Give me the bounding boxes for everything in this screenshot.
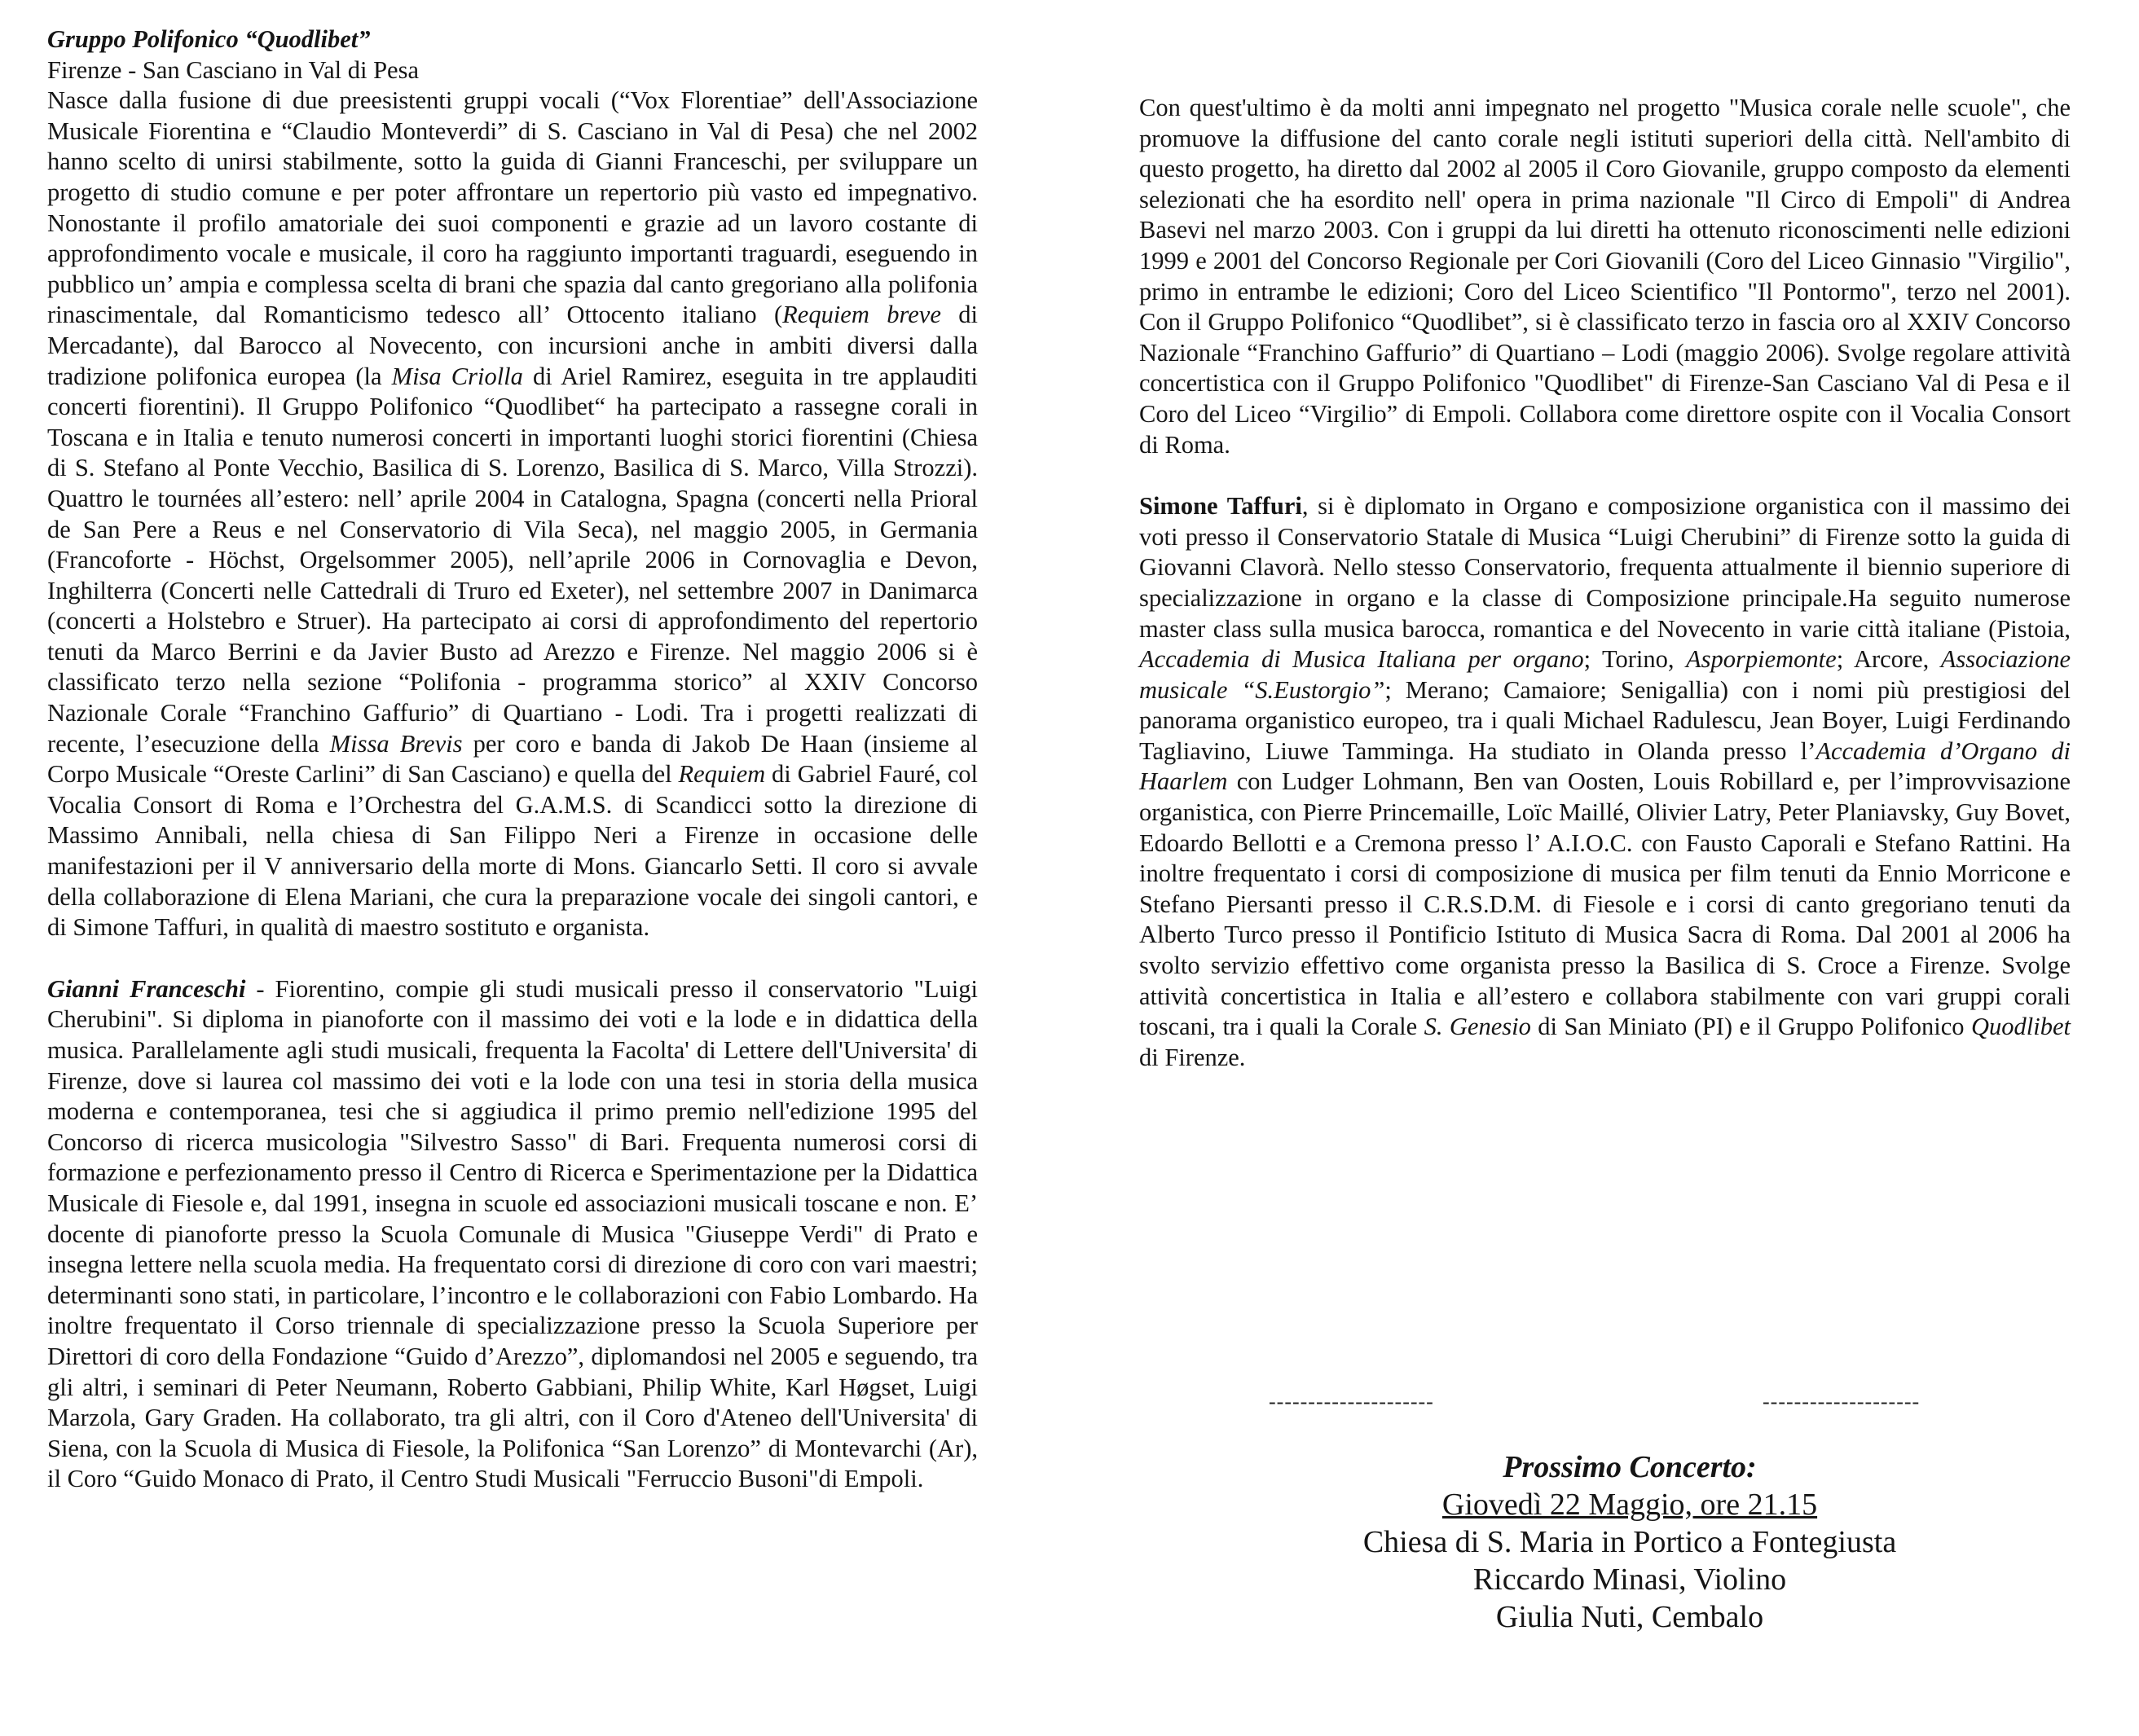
franceschi-biography [47, 974, 978, 1495]
franceschi-biography-continued [1139, 93, 2071, 460]
italic-text-run: Misa Criolla [391, 362, 523, 390]
italic-text-run: S. Genesio [1424, 1013, 1531, 1041]
next-concert-box [1206, 1448, 2053, 1636]
next-concert-performer-harpsichord: Giulia Nuti, Cembalo [1495, 1600, 1764, 1634]
ensemble-description [47, 86, 978, 943]
italic-text-run: Missa Brevis [329, 729, 463, 758]
italic-text-run: Accademia di Musica Italiana per organo [1139, 645, 1584, 674]
ensemble-title: Gruppo Polifonico “Quodlibet” [47, 25, 371, 53]
text-run: Nasce dalla fusione di due preesistenti gruppi vocali (“Vox Florentiae” dell'Associazione Musicale Fiorentina e “Claudio Monteverdi” di S. Casciano in Val di Pesa) che nel 2002 hanno scelto di unirsi stabilmente, sotto la guida di Gianni Franceschi, per sviluppare un progetto di studio comune e per poter affrontare un repertorio più vasto ed impegnativo. Nonostante il profilo amatoriale dei suoi componenti e grazie ad un lavoro costante di approfondimento vocale e musicale, il coro ha raggiunto importanti traguardi, eseguendo in pubblico un’ ampia e complessa scelta di brani che spazia dal canto gregoriano alla polifonia rinascimentale, dal Romanticismo tedesco all’ Ottocento italiano ( [47, 86, 978, 329]
text-run: di Ariel Ramirez, eseguita in tre applauditi concerti fiorentini). Il Gruppo Polifonico “Quodlibet“ ha partecipato a rassegne corali in Toscana e in Italia e tenuto numerosi concerti in importanti luoghi storici fiorentini (Chiesa di S. Stefano al Ponte Vecchio, Basilica di S. Lorenzo, Basilica di S. Marco, Villa Strozzi). Quattro le tournées all’estero: nell’ aprile 2004 in Catalogna, Spagna (concerti nella Prioral de San Pere a Reus e nel Conservatorio di Vila Seca), nel maggio 2005, in Germania (Francoforte - Höchst, Orgelsommer 2005), nell’aprile 2006 in Cornovaglia e Devon, Inghilterra (Concerti nelle Cattedrali di Truro ed Exeter), nel settembre 2007 in Danimarca (concerti a Holstebro e Struer). Ha partecipato ai corsi di approfondimento del repertorio tenuti da Marco Berrini e da Javier Busto ad Arezzo e Firenze. Nel maggio 2006 si è classificato terzo nella sezione “Polifonia - programma storico” al XXIV Concorso Nazionale Corale “Franchino Gaffurio” di Quartiano - Lodi. Tra i progetti realizzati di recente, l’esecuzione della [47, 362, 979, 758]
italic-text-run: Asporpiemonte [1686, 645, 1837, 674]
italic-text-run: Requiem [678, 760, 766, 789]
text-run: con Ludger Lohmann, Ben van Oosten, Louis Robillard e, per l’improvvisazione organistica, con Pierre Princemaille, Loïc Maillé, Olivier Latry, Peter Planiavsky, Guy Bovet, Edoardo Bellotti e a Cremona presso l’ A.I.O.C. con Fausto Caporali e Stefano Rattini. Ha inoltre frequentato i corsi di composizione di musica per film tenuti da Ennio Morricone e Stefano Piersanti presso il C.R.S.D.M. di Fiesole e i corsi di canto gregoriano tenuti da Alberto Turco presso il Pontificio Istituto di Musica Sacra di Roma. Dal 2001 al 2006 ha svolto servizio effettivo come organista presso la Basilica di S. Croce a Firenze. Svolge attività concertistica in Italia e all’estero e collabora stabilmente con vari gruppi corali toscani, tra i quali la Corale [1139, 767, 2071, 1041]
text-run: Con quest'ultimo è da molti anni impegnato nel progetto "Musica corale nelle scuole", che promuove la diffusione del canto corale negli istituti superiori della città. Nell'ambito di questo progetto, ha diretto dal 2002 al 2005 il Coro Giovanile, gruppo composto da elementi selezionati che ha esordito nell' opera in prima nazionale "Il Circo di Empoli" di Andrea Basevi nel marzo 2003. Con i gruppi da lui diretti ha ottenuto riconoscimenti nelle edizioni 1999 e 2001 del Concorso Regionale per Cori Giovanili (Coro del Liceo Ginnasio "Virgilio", primo in entrambe le edizioni; Coro del Liceo Scientifico "Il Pontormo", terzo nel 2001). Con il Gruppo Polifonico “Quodlibet”, si è classificato terzo in fascia oro al XXIV Concorso Nazionale “Franchino Gaffurio” di Quartiano – Lodi (maggio 2006). Svolge regolare attività concertistica con il Gruppo Polifonico "Quodlibet" di Firenze-San Casciano Val di Pesa e il Coro del Liceo “Virgilio” di Empoli. Collabora come direttore ospite con il Vocalia Consort di Roma. [1139, 94, 2071, 459]
ensemble-location: Firenze - San Casciano in Val di Pesa [47, 55, 419, 84]
text-run: ; Torino, [1583, 645, 1687, 674]
text-run: di Gabriel Fauré, col Vocalia Consort di Roma e l’Orchestra del G.A.M.S. di Scandicci sotto la direzione di Massimo Annibali, nella chiesa di San Filippo Neri a Firenze in occasione delle manifestazioni per il V anniversario della morte di Mons. Giancarlo Setti. Il coro si avvale della collaborazione di Elena Mariani, che cura la preparazione vocale dei singoli cantori, e di Simone Taffuri, in qualità di maestro sostituto e organista. [47, 760, 979, 942]
separator-left: --------------------- [1269, 1390, 1434, 1413]
bold-name-run: Simone Taffuri [1139, 492, 1302, 521]
italic-text-run: Accademia d’Organo di Haarlem [1139, 736, 2071, 796]
text-run: di Mercadante), dal Barocco al Novecento, con incursioni anche in ambiti diversi dalla tradizione polifonica europea (la [47, 301, 978, 390]
next-concert-heading: Prossimo Concerto: [1503, 1450, 1757, 1484]
text-run: di San Miniato (PI) e il Gruppo Polifonico [1530, 1013, 1971, 1041]
next-concert-date: Giovedì 22 Maggio, ore 21.15 [1441, 1488, 1818, 1522]
next-concert-venue: Chiesa di S. Maria in Portico a Fontegiusta [1362, 1525, 1897, 1559]
text-run: di Firenze. [1139, 1043, 1246, 1071]
text-run: , si è diplomato in Organo e composizione organistica con il massimo dei voti presso il Conservatorio Statale di Musica “Luigi Cherubini” di Firenze sotto la guida di Giovanni Clavorà. Nello stesso Conservatorio, frequenta attualmente il biennio superiore di specializzazione in organo e la classe di Composizione principale.Ha seguito numerose master class sulla musica barocca, romantica e del Novecento in varie città italiane (Pistoia, [1139, 492, 2071, 643]
text-run: ; Arcore, [1836, 645, 1941, 674]
separator-right: -------------------- [1763, 1390, 1921, 1413]
italic-text-run: Requiem breve [782, 301, 941, 329]
right-column [1139, 0, 2071, 1073]
text-run: per coro e banda di Jakob De Haan (insieme al Corpo Musicale “Oreste Carlini” di San Casciano) e quella del [47, 729, 978, 789]
italic-text-run: Associazione musicale “S.Eustorgio” [1139, 645, 2071, 704]
italic-text-run: Quodlibet [1971, 1013, 2071, 1041]
left-column [47, 0, 978, 1495]
text-run: - Fiorentino, compie gli studi musicali presso il conservatorio "Luigi Cherubini". Si diploma in pianoforte con il massimo dei voti e la lode e in didattica della musica. Parallelamente agli studi musicali, frequenta la Facolta' di Lettere dell'Universita' di Firenze, dove si laurea col massimo dei voti e la lode con una tesi in storia della musica moderna e contemporanea, tesi che si aggiudica il primo premio nell'edizione 1995 del Concorso di ricerca musicologia "Silvestro Sasso" di Bari. Frequenta numerosi corsi di formazione e perfezionamento presso il Centro di Ricerca e Sperimentazione per la Didattica Musicale di Fiesole e, dal 1991, insegna in scuole ed associazioni musicali toscane e non. E’ docente di pianoforte presso la Scuola Comunale di Musica "Giuseppe Verdi" di Prato e insegna lettere nella scuola media. Ha frequentato corsi di direzione di coro con vari maestri; determinanti sono stati, in particolare, l’incontro e le collaborazioni con Fabio Lombardo. Ha inoltre frequentato il Corso triennale di specializzazione presso la Scuola Superiore per Direttori di coro della Fondazione “Guido d’Arezzo”, diplomandosi nel 2005 e seguendo, tra gli altri, i seminari di Peter Neumann, Roberto Gabbiani, Philip White, Karl Høgset, Luigi Marzola, Gary Graden. Ha collaborato, tra gli altri, con il Coro d'Ateneo dell'Universita' di Siena, con la Scuola di Musica di Fiesole, la Polifonica “San Lorenzo” di Montevarchi (Ar), il Coro “Guido Monaco di Prato, il Centro Studi Musicali "Ferruccio Busoni"di Empoli. [47, 974, 979, 1493]
taffuri-biography [1139, 491, 2071, 1073]
next-concert-performer-violin: Riccardo Minasi, Violino [1472, 1562, 1787, 1597]
text-run: ; Merano; Camaiore; Senigallia) con i nomi più prestigiosi del panorama organistico europeo, tra i quali Michael Radulescu, Jean Boyer, Luigi Ferdinando Tagliavino, Liuwe Tamminga. Ha studiato in Olanda presso l’ [1139, 675, 2071, 765]
bold-name-run: Gianni Franceschi [47, 974, 246, 1003]
